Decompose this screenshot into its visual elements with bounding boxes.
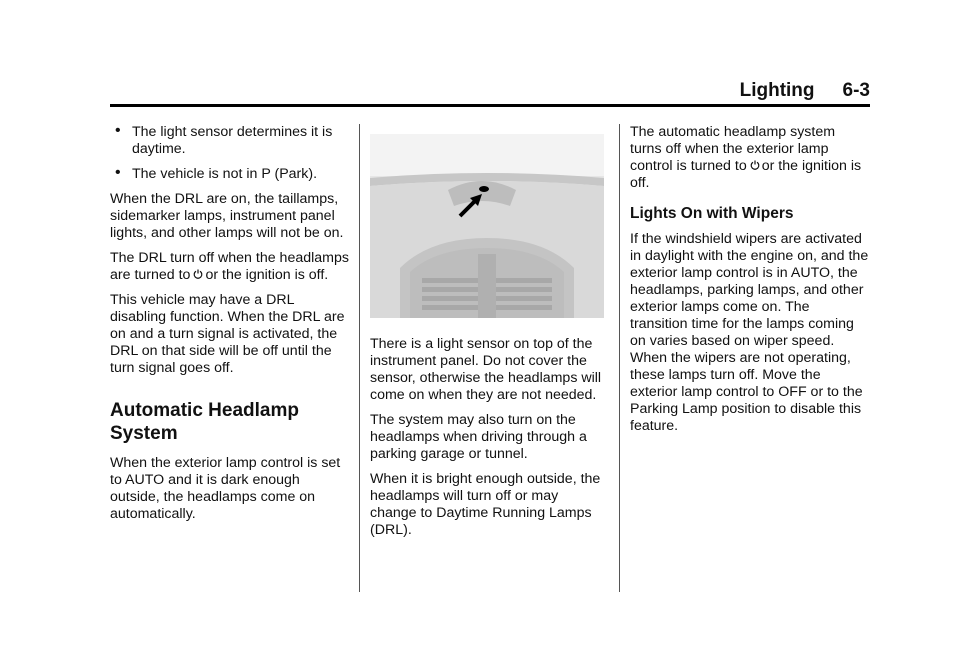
heading-line: System [110, 423, 178, 444]
section-heading [110, 399, 350, 445]
header-text [740, 80, 870, 102]
paragraph: When it is bright enough outside, the headlamps will turn off or may change to Daytime Running Lamps (DRL). [370, 471, 601, 538]
page-number: 6-3 [842, 80, 870, 101]
paragraph: This vehicle may have a DRL disabling function. When the DRL are on and a turn signal is activated, the DRL on that side will be off until the turn signal goes off. [110, 292, 345, 376]
paragraph: There is a light sensor on top of the instrument panel. Do not cover the sensor, otherwise the headlamps will come on when they are not needed. [370, 336, 602, 403]
heading-line: Automatic Headlamp [110, 400, 299, 421]
bullet-icon: • [115, 164, 121, 181]
list-item-text: The light sensor determines it is daytime. [132, 124, 333, 157]
column-divider [619, 124, 620, 592]
paragraph-text: The automatic headlamp system turns off when the exterior lamp control is turned to [630, 124, 836, 174]
list-item [110, 166, 350, 183]
list-item-text: The vehicle is not in P (Park). [132, 166, 318, 182]
list-item [110, 124, 350, 158]
header-rule [110, 104, 870, 107]
power-off-icon [193, 269, 203, 279]
power-off-icon [750, 160, 760, 170]
paragraph-text: The DRL turn off when the headlamps are turned to [110, 250, 349, 283]
paragraph: The system may also turn on the headlamps when driving through a parking garage or tunnel. [370, 412, 587, 462]
bullet-icon: • [115, 122, 121, 139]
paragraph-text: or the ignition is off. [630, 158, 862, 191]
column-divider [359, 124, 360, 592]
paragraph: If the windshield wipers are activated in daylight with the engine on, and the exterior lamp control is in AUTO, the headlamps, parking lamps, and other exterior lamps come on. The transition time for the lamps coming on varies based on wiper speed. When the wipers are not operating, these lamps turn off. Move the exterior lamp control to OFF or to the Parking Lamp position to disable this feature. [630, 231, 869, 434]
paragraph-text: or the ignition is off. [205, 267, 329, 283]
light-sensor-illustration [370, 134, 604, 318]
section-heading: Lights On with Wipers [630, 205, 794, 222]
column-3 [630, 124, 870, 443]
column-1 [110, 124, 350, 531]
page-header [110, 80, 870, 104]
paragraph [110, 250, 350, 284]
section-title: Lighting [739, 80, 815, 101]
column-2 [370, 124, 608, 547]
paragraph [630, 124, 870, 192]
paragraph: When the exterior lamp control is set to AUTO and it is dark enough outside, the headlamps come on automatically. [110, 455, 341, 522]
paragraph: When the DRL are on, the taillamps, sidemarker lamps, instrument panel lights, and other lamps will not be on. [110, 191, 344, 241]
